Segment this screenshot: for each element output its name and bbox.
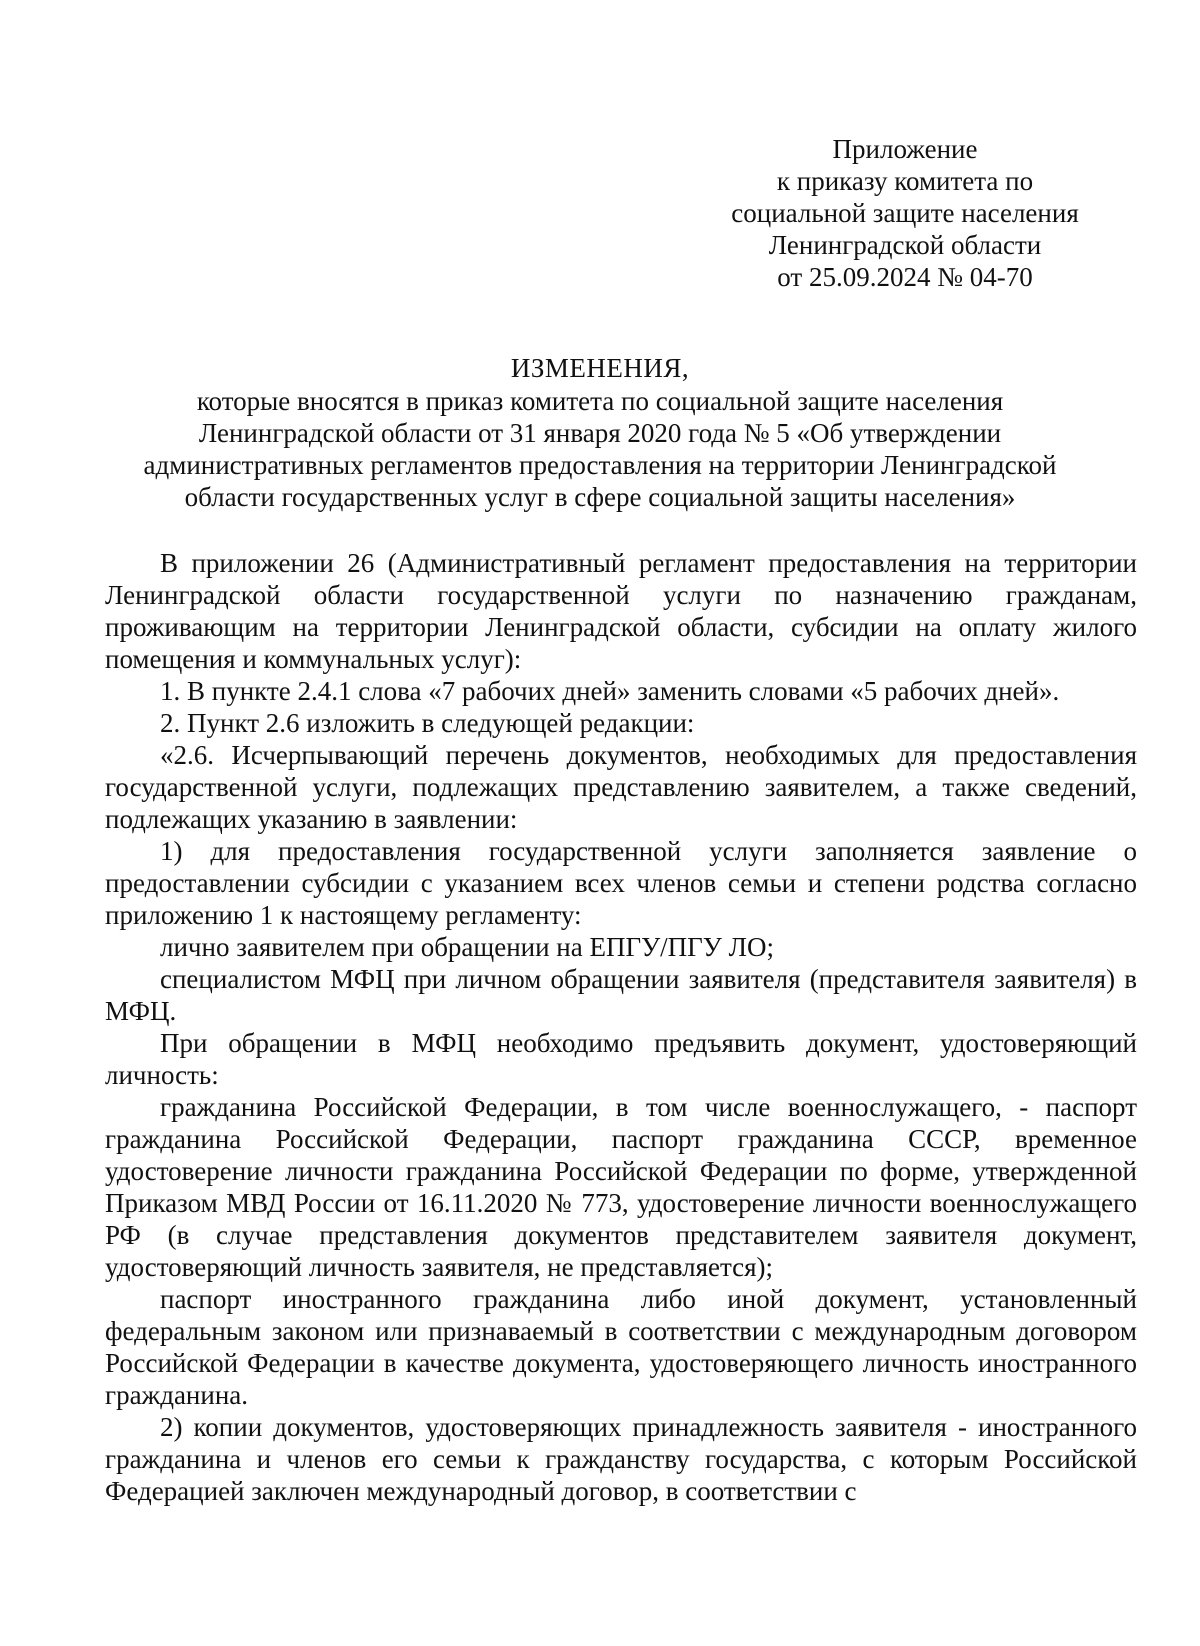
body-paragraph: гражданина Российской Федерации, в том числе военнослужащего, - паспорт гражданина Российской Федерации, паспорт гражданина СССР, временное удостоверение личности гражданина Российской Федерации по форме, утвержденной Приказом МВД России от 16.11.2020 № 773, удостоверение личности военнослужащего РФ (в случае представления документов представителем заявителя документ, удостоверяющий личность заявителя, не представляется); (105, 1092, 1137, 1282)
appendix-line: Ленинградской области (768, 230, 1042, 260)
body-paragraph: 2) копии документов, удостоверяющих принадлежность заявителя - иностранного гражданина и членов его семьи к гражданству государства, с которым Российской Федерацией заключен международный договор, в соответствии с (105, 1412, 1137, 1506)
subtitle-line: Ленинградской области от 31 января 2020 года № 5 «Об утверждении (198, 418, 1002, 448)
appendix-line: к приказу комитета по (776, 166, 1034, 196)
body-paragraph: 2. Пункт 2.6 изложить в следующей редакции: (160, 708, 695, 738)
subtitle-line: которые вносятся в приказ комитета по социальной защите населения (196, 386, 1004, 416)
body-paragraph: лично заявителем при обращении на ЕПГУ/ПГУ ЛО; (160, 932, 774, 962)
document-body (105, 547, 1137, 1507)
document-subtitle (120, 385, 1080, 513)
subtitle-line: области государственных услуг в сфере социальной защиты населения» (184, 482, 1016, 512)
body-paragraph: 1) для предоставления государственной услуги заполняется заявление о предоставлении субсидии с указанием всех членов семьи и степени родства согласно приложению 1 к настоящему регламенту: (105, 836, 1137, 930)
body-paragraph: специалистом МФЦ при личном обращении заявителя (представителя заявителя) в МФЦ. (105, 964, 1137, 1026)
appendix-header (705, 133, 1105, 293)
body-paragraph: 1. В пункте 2.4.1 слова «7 рабочих дней» заменить словами «5 рабочих дней». (160, 676, 1060, 706)
body-paragraph: «2.6. Исчерпывающий перечень документов, необходимых для предоставления государственной услуги, подлежащих представлению заявителем, а также сведений, подлежащих указанию в заявлении: (105, 740, 1137, 834)
body-paragraph: При обращении в МФЦ необходимо предъявить документ, удостоверяющий личность: (105, 1028, 1137, 1090)
body-paragraph: В приложении 26 (Административный регламент предоставления на территории Ленинградской области государственной услуги по назначению гражданам, проживающим на территории Ленинградской области, субсидии на оплату жилого помещения и коммунальных услуг): (105, 548, 1137, 674)
subtitle-line: административных регламентов предоставления на территории Ленинградской (143, 450, 1057, 480)
appendix-line: социальной защите населения (731, 198, 1079, 228)
appendix-line: Приложение (832, 134, 978, 164)
document-title: ИЗМЕНЕНИЯ, (510, 353, 690, 383)
appendix-line: от 25.09.2024 № 04-70 (777, 262, 1033, 292)
body-paragraph: паспорт иностранного гражданина либо иной документ, установленный федеральным законом или признаваемый в соответствии с международным договором Российской Федерации в качестве документа, удостоверяющего личность иностранного гражданина. (105, 1284, 1137, 1410)
